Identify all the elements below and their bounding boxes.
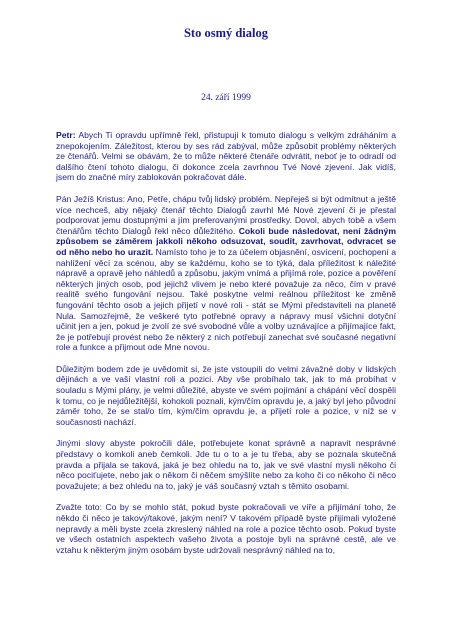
paragraph-text: Abych Ti opravdu upřímně řekl, přistupuji k tomuto dialogu s velkým zdráháním a znepokojením. Záležitost, kterou by ses rád zabýval, může způsobit problémy některých ze čtenářů. Velmi se obávám, že to může některé čtenáře odvrátit, neboť je to odradí od dalšího čtení tohoto dialogu, či dokonce zcela zavrhnou Tvé Nové zjevení. Jak vidíš, jsem do značné míry zablokován pokračovat dále.: [56, 130, 396, 183]
paragraph-important-point: Důležitým bodem zde je uvědomit si, že jste vstoupili do velmi závažné doby v lidských dějinách a ve vaší vlastní roli a pozici. Aby vše probíhalo tak, jak to má probíhat v souladu s Mými plány, je velmi důležité, abyste ve svém pojímání a chápání věcí dospěli k tomu, co je nejdůležitější, kohokoli poznali, kým/čím opravdu je, a jaký byl jeho původní záměr toho, že se stal/o tím, kým/čím opravdu je, a přijetí role a pozice, v níž se v současnosti nachází.: [56, 363, 396, 427]
paragraph-text: Ano, Petře, chápu tvůj lidský problém. Nepřeješ si být odmítnut a ještě více nechceš, aby nějaký čtenář těchto Dialogů zavrhl Mé Nové zjevení či je přestal podporovat jemu dostupnými a jím preferovanými prostředky. Dovol, abych tobě a všem čtenářům těchto Dialogů řekl něco důležitého.: [56, 193, 396, 236]
paragraph-jesus-answer: [56, 194, 396, 353]
paragraph-in-other-words: Jinými slovy abyste pokročili dále, potřebujete konat správně a napravit nesprávné představy o komkoli aneb čemkoli. Jde tu o to a je tu třeba, aby se poznala skutečná pravda a přijala se taková, jaká je bez ohledu na to, jak ve své vlastní mysli někoho či něco pociťujete, nebo jak o někom či něčem smýšlíte nebo za koho či co někoho či něco považujete; a bez ohledu na to, jaký je váš současný vztah s těmito osobami.: [56, 438, 396, 491]
speaker-jesus: Pán Ježíš Kristus:: [56, 193, 126, 204]
emphasized-text: Cokoli bude následovat, není žádným způsobem se záměrem jakkoli někoho odsuzovat, soudit, zavrhovat, odvracet se od něho nebo ho urazit.: [56, 225, 396, 257]
paragraph-text: Namísto toho je to za účelem objasnění, osvícení, pochopení a nahlížení věcí za scénou, aby se každému, koho se to týká, dala příležitost k náležité nápravě a opravě jeho náhledů a způsobu, jakým vnímá a přijímá role, pozice a pověření některých jiných osob, pod jejichž vlivem je nebo které považuje za něco, čím v pravé realitě svého fungování nejsou. Také poskytne velmi reálnou příležitost ke změně fungování těchto osob a jejich přijetí v nové roli - stát se Mými představiteli na planetě Nula. Samozřejmě, že veškeré tyto potřebné opravy a nápravy musí všichni dotyční učinit jen a jen, pokud je zvolí ze své svobodné vůle a volby uznávajíce a přijímajíce fakt, že je potřebují provést nebo že některý z nich potřebují zanechat své současné negativní role a funkce a přijmout ode Mne novou.: [56, 246, 396, 353]
paragraph-consider-this: Zvažte toto: Co by se mohlo stát, pokud byste pokračovali ve víře a přijímání toho, že někdo či něco je takový/takové, jakým není? V takovém případě byste přijímali vyložené nepravdy a měli byste zcela zkreslený náhled na role a pozice těchto osob. Pokud byste ve všech ostatních aspektech vašeho života a postoje byli na správné cestě, ale ve vztahu k některým jiným osobám byste udržovali nesprávný náhled na to,: [56, 502, 396, 555]
dialog-date: 24. září 1999: [201, 93, 251, 103]
page-title: Sto osmý dialog: [183, 26, 269, 40]
paragraph-petr: [56, 130, 396, 183]
speaker-petr: Petr:: [56, 130, 76, 140]
